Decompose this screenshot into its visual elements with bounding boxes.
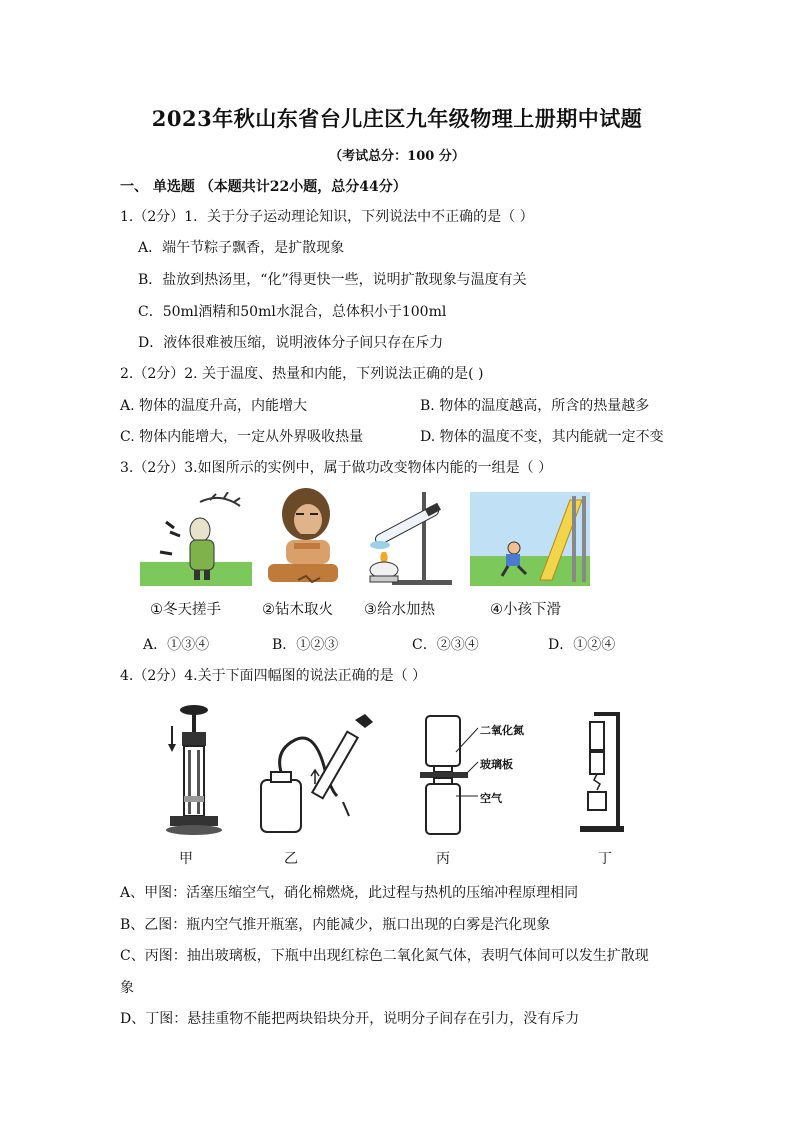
q4-fig-label-yi: 乙 [284, 851, 298, 867]
question-4-option-b: B、乙图：瓶内空气推开瓶塞，内能减少，瓶口出现的白雾是汽化现象 [120, 917, 551, 933]
question-1-option-d: D．液体很难被压缩，说明液体分子间只存在斥力 [138, 335, 444, 351]
q3-image-drilling-fire [258, 484, 353, 588]
q3-caption-4: ④小孩下滑 [490, 602, 561, 618]
question-1-option-b: B．盐放到热汤里，“化”得更快一些，说明扩散现象与温度有关 [138, 272, 527, 288]
q3-image-heating-water [352, 490, 457, 590]
q3-image-rubbing-hands [140, 492, 252, 586]
question-2-stem: 2.（2分）2. 关于温度、热量和内能，下列说法正确的是( ) [120, 366, 484, 382]
question-3-stem: 3.（2分）3.如图所示的实例中，属于做功改变物体内能的一组是（ ） [120, 460, 553, 476]
question-3-option-c: C．②③④ [412, 637, 479, 653]
q4-fig-label-ding: 丁 [598, 851, 612, 867]
q4-label-glass-plate: 玻璃板 [480, 758, 513, 771]
question-1-option-a: A．端午节粽子飘香，是扩散现象 [138, 240, 345, 256]
q4-diagram-ding [578, 708, 628, 836]
question-1-option-c: C．50ml酒精和50ml水混合，总体积小于100ml [138, 304, 447, 320]
question-4-stem: 4.（2分）4.关于下面四幅图的说法正确的是（ ） [120, 668, 427, 684]
q3-caption-1: ①冬天搓手 [150, 602, 221, 618]
question-2-option-c: C. 物体内能增大，一定从外界吸收热量 [120, 429, 364, 445]
q3-caption-3: ③给水加热 [364, 602, 435, 618]
question-4-option-c-cont: 象 [120, 980, 134, 996]
question-3-option-d: D．①②④ [548, 637, 616, 653]
question-3-option-b: B．①②③ [272, 637, 339, 653]
q4-fig-label-bing: 丙 [436, 851, 450, 867]
question-4-option-d: D、丁图：悬挂重物不能把两块铅块分开，说明分子间存在引力，没有斥力 [120, 1011, 580, 1027]
page-title: 2023年秋山东省台儿庄区九年级物理上册期中试题 [151, 106, 643, 131]
q3-caption-2: ②钻木取火 [262, 602, 333, 618]
question-4-option-c: C、丙图：抽出玻璃板，下瓶中出现红棕色二氧化氮气体，表明气体间可以发生扩散现 [120, 948, 649, 964]
question-2-option-b: B. 物体的温度越高，所含的热量越多 [420, 398, 650, 414]
q4-diagram-yi [255, 710, 385, 840]
q4-label-no2: 二氧化氮 [480, 724, 524, 737]
question-2-option-a: A. 物体的温度升高，内能增大 [120, 398, 308, 414]
page-subtitle: （考试总分：100 分） [329, 149, 465, 164]
q4-fig-label-jia: 甲 [179, 851, 193, 867]
q3-image-child-slide [470, 492, 590, 586]
question-4-option-a: A、甲图：活塞压缩空气，硝化棉燃烧，此过程与热机的压缩冲程原理相同 [120, 885, 579, 901]
question-1-stem: 1.（2分）1．关于分子运动理论知识，下列说法中不正确的是（ ） [120, 209, 534, 225]
question-2-option-d: D. 物体的温度不变，其内能就一定不变 [420, 429, 664, 445]
q4-diagram-jia [162, 700, 222, 840]
section-heading: 一、 单选题 （本题共计22小题，总分44分） [120, 179, 407, 195]
q4-label-air: 空气 [480, 792, 502, 805]
question-3-option-a: A．①③④ [143, 637, 210, 653]
